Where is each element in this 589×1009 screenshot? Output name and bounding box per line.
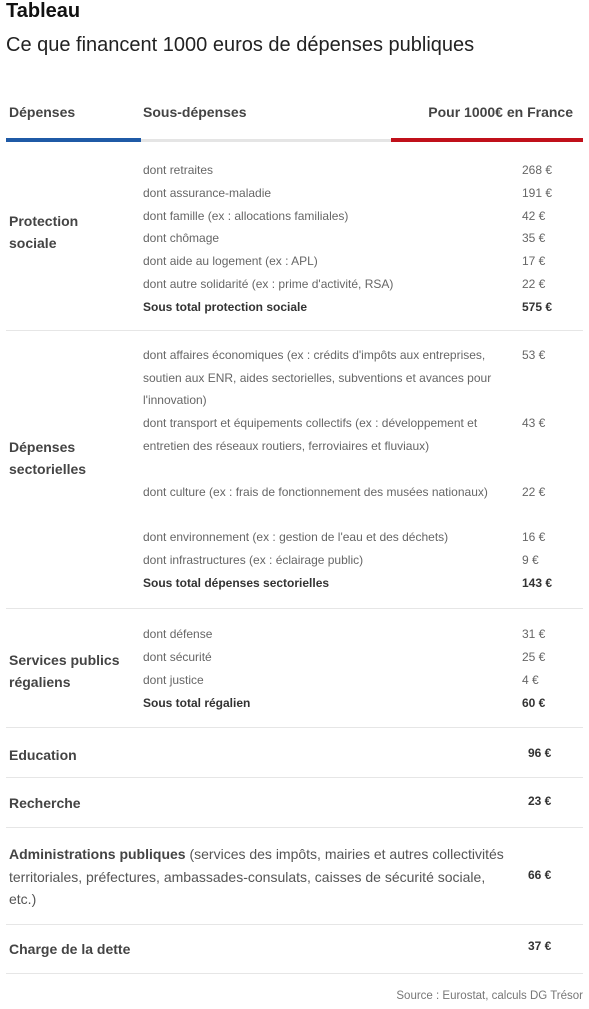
- row-label: dont chômage: [143, 231, 220, 245]
- table-header: [6, 96, 583, 142]
- list-item: [143, 182, 583, 205]
- row-label: dont aide au logement (ex : APL): [143, 254, 318, 268]
- list-item: [143, 159, 583, 182]
- list-item: [143, 481, 583, 504]
- header-pour-1000: Pour 1000€ en France: [428, 104, 573, 120]
- row-label: dont famille (ex : allocations familiales): [143, 209, 349, 223]
- section-depenses-sectorielles: [6, 331, 583, 609]
- row-value: 22 €: [522, 277, 546, 291]
- category-label: [9, 210, 78, 254]
- table-title: Tableau: [6, 0, 81, 22]
- header-depenses: Dépenses: [9, 104, 76, 120]
- row-value: 22 €: [522, 485, 546, 499]
- row-value: 53 €: [522, 348, 546, 362]
- category-line: sectorielles: [9, 461, 87, 477]
- list-item: [143, 205, 583, 228]
- row-label: dont culture (ex : frais de fonctionnement des musées nationaux): [143, 485, 488, 499]
- source-note: Source : Eurostat, calculs DG Trésor: [396, 990, 583, 1002]
- section-recherche: [6, 778, 583, 828]
- row-value: 191 €: [522, 186, 553, 200]
- subtotal-row: [143, 296, 583, 319]
- row-value: 23 €: [528, 794, 552, 808]
- subtotal-label: Sous total régalien: [143, 696, 251, 710]
- section-education: [6, 728, 583, 778]
- row-value: 4 €: [522, 673, 539, 687]
- section-regaliens: [6, 609, 583, 728]
- category-label: [9, 843, 509, 911]
- list-item: [143, 669, 583, 692]
- category-detail: (services des impôts, mairies et autres collectivités territoriales, préfectures, ambassades-consulats, caisses de sécurité sociale, etc.): [9, 846, 504, 907]
- row-value: 66 €: [528, 868, 552, 882]
- category-label: [9, 649, 120, 693]
- row-label: dont sécurité: [143, 650, 212, 664]
- category-label: Education: [9, 747, 77, 763]
- row-value: 268 €: [522, 163, 553, 177]
- category-line: Services publics: [9, 652, 120, 668]
- category-line: Dépenses: [9, 439, 76, 455]
- section-protection-sociale: [6, 142, 583, 331]
- row-label: dont affaires économiques (ex : crédits d'impôts aux entreprises, soutien aux ENR, aides sectorielles, subventions et avances pour l'innovation): [143, 348, 492, 408]
- subtotal-row: [143, 692, 583, 715]
- table-subtitle: Ce que financent 1000 euros de dépenses publiques: [6, 34, 475, 56]
- header-sous-depenses: Sous-dépenses: [143, 104, 247, 120]
- category-line: sociale: [9, 235, 57, 251]
- row-value: 35 €: [522, 231, 546, 245]
- list-item: [143, 273, 583, 296]
- row-value: 43 €: [522, 416, 546, 430]
- row-value: 96 €: [528, 746, 552, 760]
- row-label: dont justice: [143, 673, 204, 687]
- section-dette: [6, 925, 583, 974]
- row-label: dont retraites: [143, 163, 214, 177]
- subtotal-value: 575 €: [522, 300, 553, 314]
- category-label: Charge de la dette: [9, 941, 131, 957]
- category-label: Recherche: [9, 795, 81, 811]
- subtotal-value: 143 €: [522, 576, 553, 590]
- list-item: [143, 623, 583, 646]
- category-bold: Administrations publiques: [9, 846, 186, 862]
- row-value: 25 €: [522, 650, 546, 664]
- row-value: 37 €: [528, 939, 552, 953]
- section-administrations: [6, 828, 583, 925]
- row-label: dont transport et équipements collectifs (ex : développement et entretien des réseaux routiers, ferroviaires et fluviaux): [143, 416, 478, 453]
- row-label: dont autre solidarité (ex : prime d'activité, RSA): [143, 277, 394, 291]
- subtotal-value: 60 €: [522, 696, 546, 710]
- list-item: [143, 549, 583, 572]
- row-label: dont environnement (ex : gestion de l'eau et des déchets): [143, 530, 449, 544]
- category-line: Protection: [9, 213, 79, 229]
- category-label: [9, 436, 86, 480]
- row-value: 31 €: [522, 627, 546, 641]
- subtotal-label: Sous total protection sociale: [143, 300, 308, 314]
- list-item: [143, 227, 583, 250]
- category-line: régaliens: [9, 674, 71, 690]
- list-item: [143, 344, 583, 412]
- row-value: 9 €: [522, 553, 539, 567]
- row-value: 16 €: [522, 530, 546, 544]
- row-label: dont assurance-maladie: [143, 186, 272, 200]
- subtotal-row: [143, 572, 583, 595]
- subtotal-label: Sous total dépenses sectorielles: [143, 576, 330, 590]
- list-item: [143, 646, 583, 669]
- row-value: 42 €: [522, 209, 546, 223]
- row-label: dont infrastructures (ex : éclairage public): [143, 553, 364, 567]
- row-value: 17 €: [522, 254, 546, 268]
- list-item: [143, 526, 583, 549]
- row-label: dont défense: [143, 627, 213, 641]
- list-item: [143, 250, 583, 273]
- list-item: [143, 412, 583, 457]
